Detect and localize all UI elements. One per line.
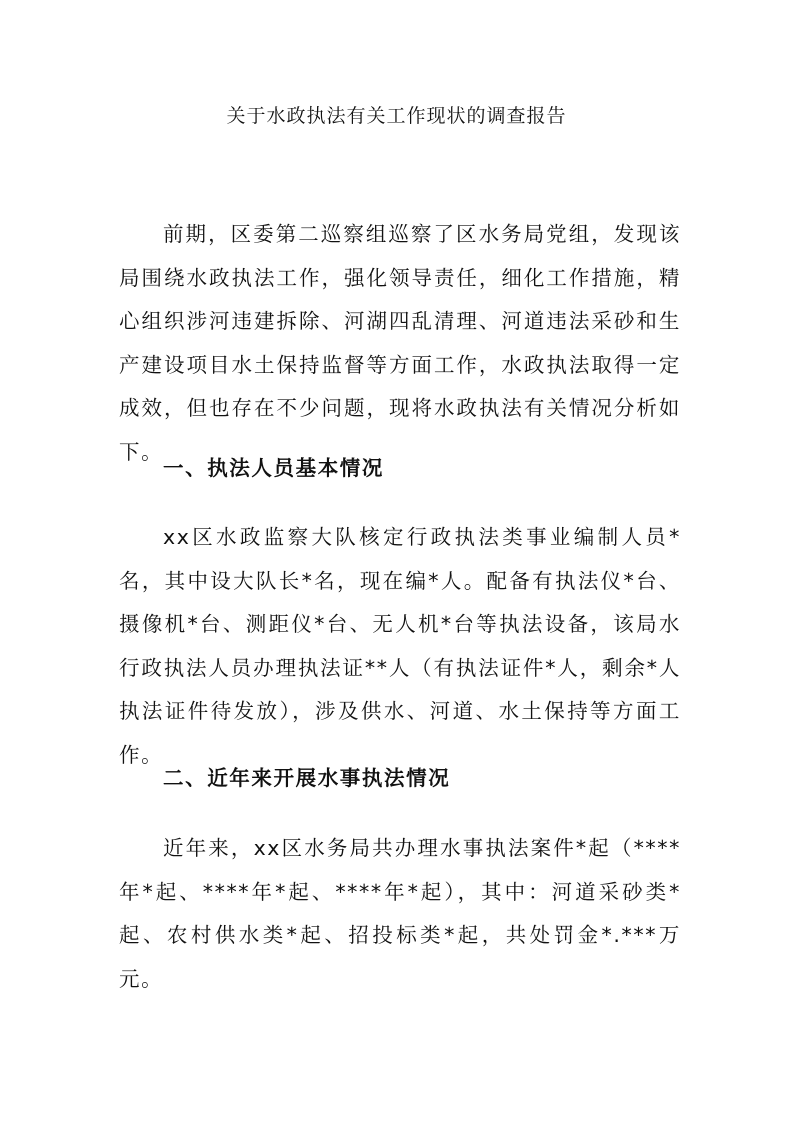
section-body-personnel: xx区水政监察大队核定行政执法类事业编制人员*名，其中设大队长*名，现在编*人。配备有执法仪*台、摄像机*台、测距仪*台、无人机*台等执法设备，该局水行政执法人员办理执法证**人（有执法证件*人，剩余*人执法证件待发放），涉及供水、河道、水土保持等方面工作。	[119, 525, 681, 767]
section-body-enforcement: 近年来，xx区水务局共办理水事执法案件*起（****年*起、****年*起、****年*起），其中：河道采砂类*起、农村供水类*起、招投标类*起，共处罚金*.***万元。	[119, 836, 681, 991]
document-title: 关于水政执法有关工作现状的调查报告	[226, 105, 567, 127]
section-heading-enforcement: 二、近年来开展水事执法情况	[163, 766, 451, 790]
intro-paragraph: 前期，区委第二巡察组巡察了区水务局党组，发现该局围绕水政执法工作，强化领导责任，细化工作措施，精心组织涉河违建拆除、河湖四乱清理、河道违法采砂和生产建设项目水土保持监督等方面工作，水政执法取得一定成效，但也存在不少问题，现将水政执法有关情况分析如下。	[119, 222, 681, 464]
section-heading-personnel: 一、执法人员基本情况	[163, 456, 384, 480]
